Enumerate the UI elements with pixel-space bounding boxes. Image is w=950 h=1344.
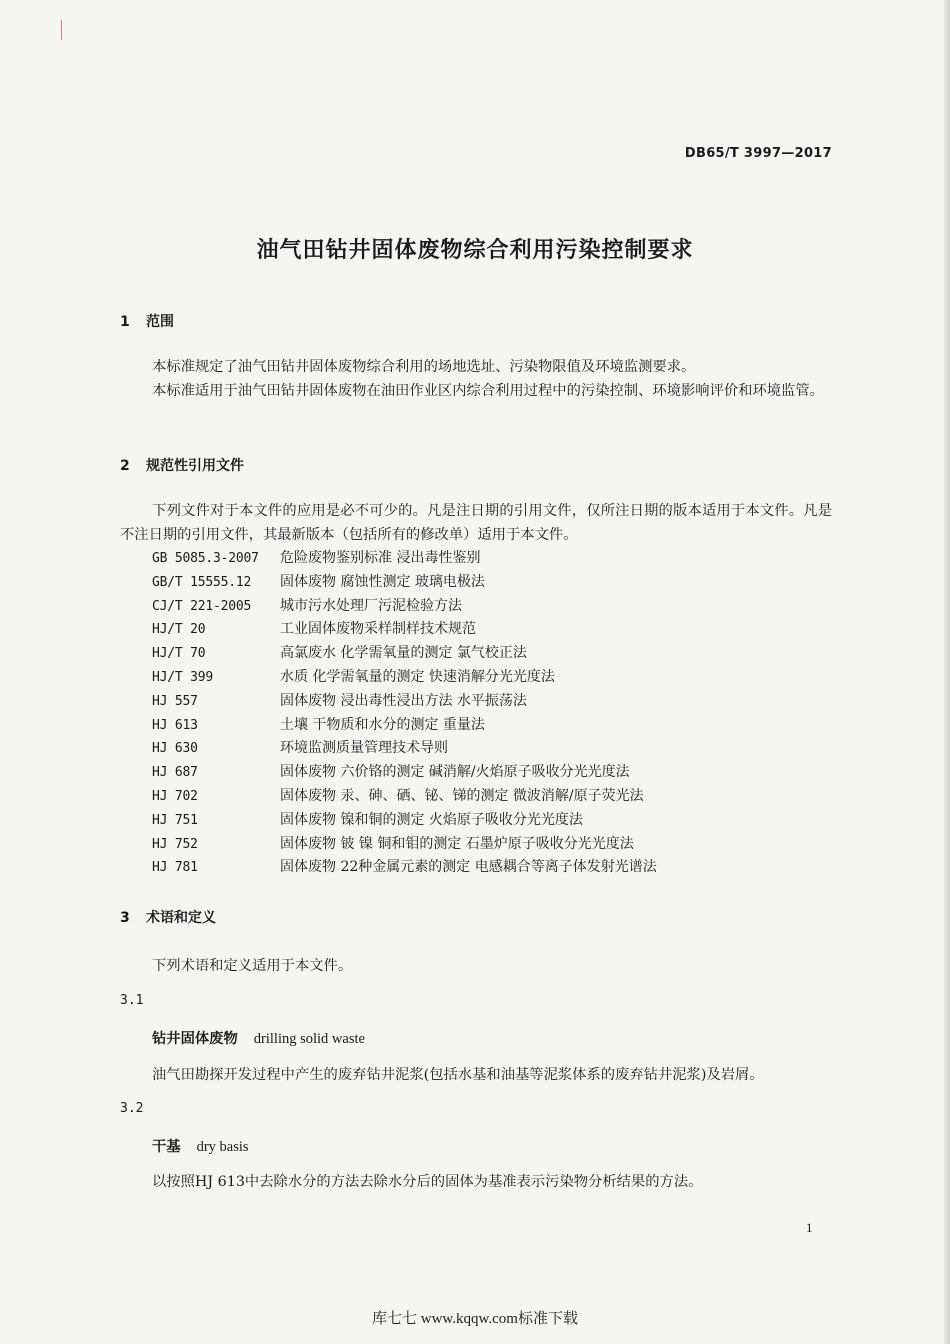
reference-code: HJ 781 xyxy=(152,860,198,876)
reference-title: 城市污水处理厂污泥检验方法 xyxy=(280,597,462,614)
reference-code: HJ 687 xyxy=(152,765,198,781)
term-number: 3.1 xyxy=(120,993,144,1008)
reference-item xyxy=(152,595,832,619)
reference-title: 危险废物鉴别标准 浸出毒性鉴别 xyxy=(280,550,481,566)
reference-title: 水质 化学需氧量的测定 快速消解分光光度法 xyxy=(280,668,555,685)
reference-list xyxy=(152,547,832,880)
standard-code: DB65/T 3997—2017 xyxy=(684,146,832,161)
reference-code: HJ/T 20 xyxy=(152,622,206,638)
reference-title: 固体废物 镍和铜的测定 火焰原子吸收分光光度法 xyxy=(280,811,583,828)
scope-paragraph-2: 本标准适用于油气田钻井固体废物在油田作业区内综合利用过程中的污染控制、环境影响评价和环境监管。 xyxy=(152,383,824,399)
term-en: dry basis xyxy=(196,1139,249,1155)
section-number: 2 xyxy=(120,458,130,474)
reference-item xyxy=(152,809,832,833)
reference-code: HJ 557 xyxy=(152,693,198,709)
reference-item xyxy=(152,690,832,714)
section-number: 1 xyxy=(120,314,130,330)
reference-item xyxy=(152,642,832,666)
reference-title: 固体废物 22种金属元素的测定 电感耦合等离子体发射光谱法 xyxy=(280,859,657,876)
reference-item xyxy=(152,571,832,595)
reference-code: HJ 630 xyxy=(152,741,198,757)
reference-item xyxy=(152,833,832,857)
reference-title: 土壤 干物质和水分的测定 重量法 xyxy=(280,716,485,733)
reference-item xyxy=(152,714,832,738)
reference-code: HJ 702 xyxy=(152,788,198,804)
references-intro: 下列文件对于本文件的应用是必不可少的。凡是注日期的引用文件，仅所注日期的版本适用于本文件。凡是不注日期的引用文件，其最新版本（包括所有的修改单）适用于本文件。 xyxy=(120,503,832,543)
reference-code: HJ 751 xyxy=(152,812,198,828)
reference-title: 固体废物 腐蚀性测定 玻璃电极法 xyxy=(280,573,485,590)
reference-item xyxy=(152,547,832,571)
term-heading xyxy=(152,1136,249,1156)
reference-code: GB/T 15555.12 xyxy=(152,574,252,590)
term-definition: 油气田勘探开发过程中产生的废弃钻井泥浆(包括水基和油基等泥浆体系的废弃钻井泥浆)及岩屑。 xyxy=(152,1067,764,1083)
section-3-heading xyxy=(120,907,216,927)
term-zh: 干基 xyxy=(152,1139,181,1155)
reference-code: GB 5085.3-2007 xyxy=(152,551,259,566)
reference-code: HJ 752 xyxy=(152,836,198,852)
reference-item xyxy=(152,737,832,761)
scope-paragraph-1: 本标准规定了油气田钻井固体废物综合利用的场地选址、污染物限值及环境监测要求。 xyxy=(152,359,696,375)
section-1-heading xyxy=(120,311,174,331)
scan-edge-shadow xyxy=(944,0,950,1344)
section-title: 范围 xyxy=(146,314,174,330)
reference-code: HJ 613 xyxy=(152,717,198,733)
reference-item xyxy=(152,666,832,690)
reference-title: 固体废物 六价铬的测定 碱消解/火焰原子吸收分光光度法 xyxy=(280,764,630,781)
reference-code: CJ/T 221-2005 xyxy=(152,598,252,614)
reference-item xyxy=(152,785,832,809)
scan-mark xyxy=(61,20,62,40)
reference-title: 固体废物 铍 镍 铜和钼的测定 石墨炉原子吸收分光光度法 xyxy=(280,835,634,852)
terms-intro: 下列术语和定义适用于本文件。 xyxy=(152,958,353,974)
reference-code: HJ/T 70 xyxy=(152,646,206,662)
section-title: 规范性引用文件 xyxy=(146,458,244,474)
reference-title: 工业固体废物采样制样技术规范 xyxy=(280,621,476,638)
reference-title: 固体废物 汞、砷、硒、铋、锑的测定 微波消解/原子荧光法 xyxy=(280,787,644,804)
term-definition: 以按照HJ 613中去除水分的方法去除水分后的固体为基准表示污染物分析结果的方法。 xyxy=(152,1174,703,1190)
reference-title: 高氯废水 化学需氧量的测定 氯气校正法 xyxy=(280,645,527,662)
reference-title: 固体废物 浸出毒性浸出方法 水平振荡法 xyxy=(280,692,527,709)
section-number: 3 xyxy=(120,910,130,926)
term-en: drilling solid waste xyxy=(253,1031,365,1047)
term-zh: 钻井固体废物 xyxy=(152,1031,238,1047)
footer-watermark[interactable]: 库七七 www.kqqw.com标准下载 xyxy=(372,1311,578,1327)
page-number: 1 xyxy=(806,1220,813,1235)
reference-title: 环境监测质量管理技术导则 xyxy=(280,740,448,757)
reference-code: HJ/T 399 xyxy=(152,669,214,685)
section-title: 术语和定义 xyxy=(146,910,216,926)
term-number: 3.2 xyxy=(120,1101,144,1116)
reference-item xyxy=(152,618,832,642)
reference-item xyxy=(152,856,832,880)
section-2-heading xyxy=(120,455,244,475)
reference-item xyxy=(152,761,832,785)
document-title: 油气田钻井固体废物综合利用污染控制要求 xyxy=(256,238,694,263)
term-heading xyxy=(152,1028,365,1048)
